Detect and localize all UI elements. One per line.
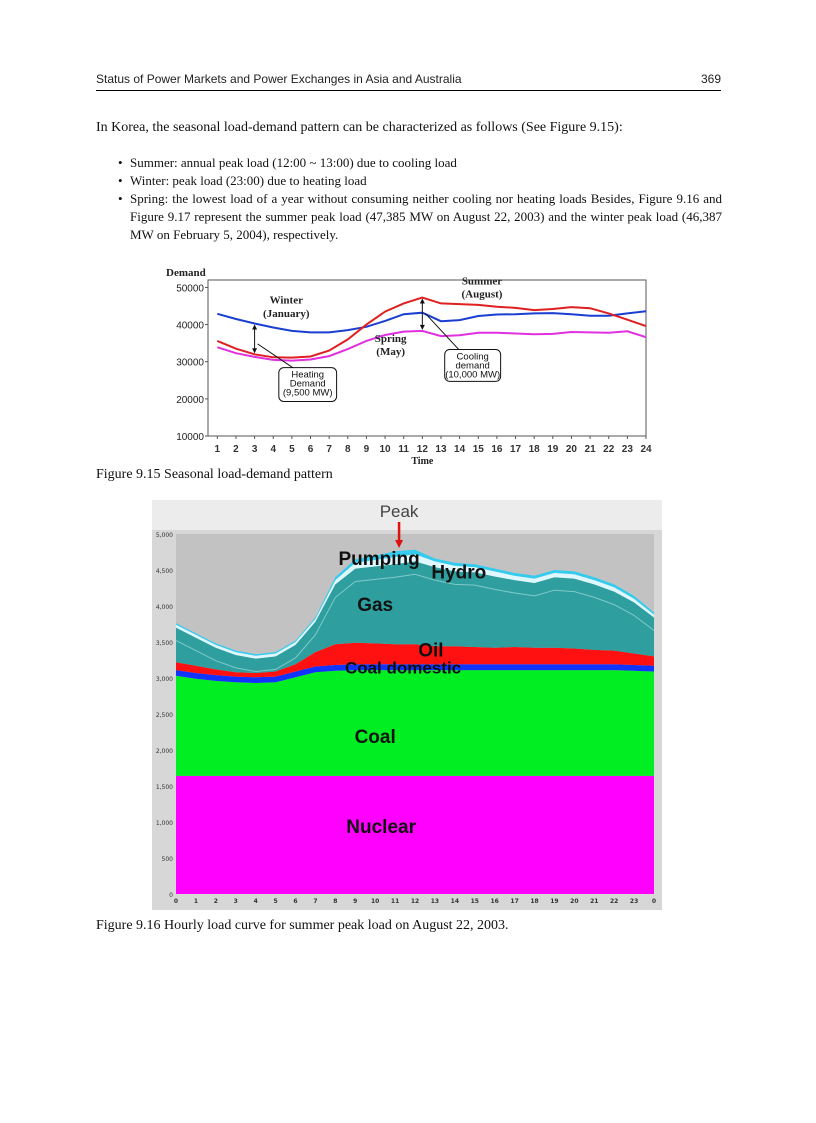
y-axis-label: Demand [166,267,206,279]
x-tick-label: 18 [528,444,540,455]
x-axis-label: Time [411,456,434,467]
x-tick-label: 7 [313,898,318,905]
label-hydro: Hydro [431,562,487,584]
x-tick-label: 24 [640,444,652,455]
label-coal: Coal [354,726,396,748]
x-tick-label: 1 [193,898,199,905]
x-tick-label: 12 [410,898,420,905]
bullet-text: Winter: peak load (23:00) due to heating load [130,173,367,188]
bullet-text: Spring: the lowest load of a year without consuming neither cooling nor heating loads Besides, Figure 9.16 and Figure 9.17 represent the summer peak load (47,385 MW on August 22, 2003) and the winter peak load (46,387 MW on February 5, 2004), respectively. [130,191,722,242]
x-tick-label: 15 [470,898,479,905]
x-tick-label: 10 [379,444,391,455]
bullet-dot: • [118,173,123,188]
x-tick-label: 17 [509,444,522,455]
x-tick-label: 17 [510,898,519,905]
x-tick-label: 2 [213,898,218,905]
bullet-winter [118,172,722,190]
x-tick-label: 5 [273,898,278,905]
y-tick-label: 2,000 [155,748,173,755]
label-winter: Winter [269,294,303,307]
label-pumping: Pumping [338,548,420,570]
x-tick-label: 16 [490,898,499,905]
y-tick-label: 4,500 [155,568,173,575]
x-tick-label: 22 [609,898,619,905]
label-summer-month: (August) [461,288,503,301]
x-tick-label: 7 [326,444,332,455]
cooling-callout-line2: demand [455,360,490,372]
x-tick-label: 18 [530,898,539,905]
label-spring-month: (May) [376,346,406,359]
x-tick-label: 14 [454,444,466,455]
x-tick-label: 20 [570,898,579,905]
x-tick-label: 0 [651,898,657,905]
x-tick-label: 11 [390,898,400,905]
x-tick-label: 13 [435,444,447,455]
x-tick-label: 14 [450,898,460,905]
x-tick-label: 4 [270,444,277,455]
y-tick-label: 3,500 [155,640,173,647]
figure-caption-9-15: Figure 9.15 Seasonal load-demand pattern [96,467,333,482]
area-coal [176,670,654,776]
y-tick-label: 50000 [176,283,204,295]
x-tick-label: 21 [584,444,596,455]
x-tick-label: 12 [416,444,428,455]
hourly-load-chart [152,500,662,910]
x-tick-label: 21 [590,898,599,905]
x-tick-label: 1 [214,444,221,455]
y-tick-label: 1,500 [155,784,173,791]
x-tick-label: 20 [565,444,578,455]
y-tick-label: 20000 [176,394,204,406]
y-tick-label: 0 [169,892,173,899]
y-tick-label: 4,000 [155,604,173,611]
x-tick-label: 4 [253,898,258,905]
x-tick-label: 13 [430,898,440,905]
label-coal-domestic: Coal domestic [344,658,462,678]
y-tick-label: 3,000 [155,676,173,683]
figure-caption-9-16: Figure 9.16 Hourly load curve for summer peak load on August 22, 2003. [96,918,509,933]
x-tick-label: 23 [629,898,639,905]
x-tick-label: 9 [363,444,370,455]
x-tick-label: 3 [251,444,258,455]
y-tick-label: 2,500 [155,712,173,719]
x-tick-label: 0 [173,898,179,905]
label-spring: Spring [374,333,407,346]
label-winter-month: (January) [263,308,310,321]
cooling-callout-line3: (10,000 MW) [445,369,501,381]
bullet-dot: • [118,191,123,206]
peak-label: Peak [379,502,419,521]
y-tick-label: 1,000 [155,820,173,827]
label-summer: Summer [461,275,503,288]
x-tick-label: 8 [345,444,351,455]
bullet-spring [118,190,722,244]
x-tick-label: 2 [233,444,239,455]
heating-callout-line3: (9,500 MW) [282,387,333,399]
y-tick-label: 500 [161,856,173,863]
bullet-summer [118,154,722,172]
label-gas: Gas [357,595,394,617]
bullet-text: Summer: annual peak load (12:00 ~ 13:00) due to cooling load [130,155,457,170]
y-tick-label: 5,000 [155,532,173,539]
y-tick-label: 40000 [176,320,204,332]
x-tick-label: 6 [293,898,298,905]
x-tick-label: 3 [233,898,238,905]
seasonal-load-chart [162,264,658,470]
x-tick-label: 8 [333,898,338,905]
page-number: 369 [700,72,721,86]
x-tick-label: 19 [547,444,559,455]
x-tick-label: 11 [398,444,409,455]
x-tick-label: 10 [370,898,380,905]
bullet-dot: • [118,155,123,170]
x-tick-label: 19 [550,898,559,905]
x-tick-label: 9 [353,898,358,905]
running-header-title: Status of Power Markets and Power Exchanges in Asia and Australia [96,72,462,86]
label-nuclear: Nuclear [346,816,416,838]
y-tick-label: 30000 [176,357,204,369]
x-tick-label: 5 [289,444,295,455]
x-tick-label: 23 [621,444,633,455]
heating-callout-line1: Heating [291,369,325,381]
intro-paragraph: In Korea, the seasonal load-demand pattern can be characterized as follows (See Figure 9.15): [96,120,623,135]
running-header [96,72,721,91]
cooling-callout-line1: Cooling [456,351,489,363]
heating-callout-line2: Demand [289,378,326,390]
x-tick-label: 22 [603,444,615,455]
label-oil: Oil [418,640,444,662]
x-tick-label: 15 [472,444,484,455]
y-tick-label: 10000 [176,432,204,443]
bullet-list [118,154,722,244]
x-tick-label: 6 [307,444,314,455]
x-tick-label: 16 [491,444,503,455]
